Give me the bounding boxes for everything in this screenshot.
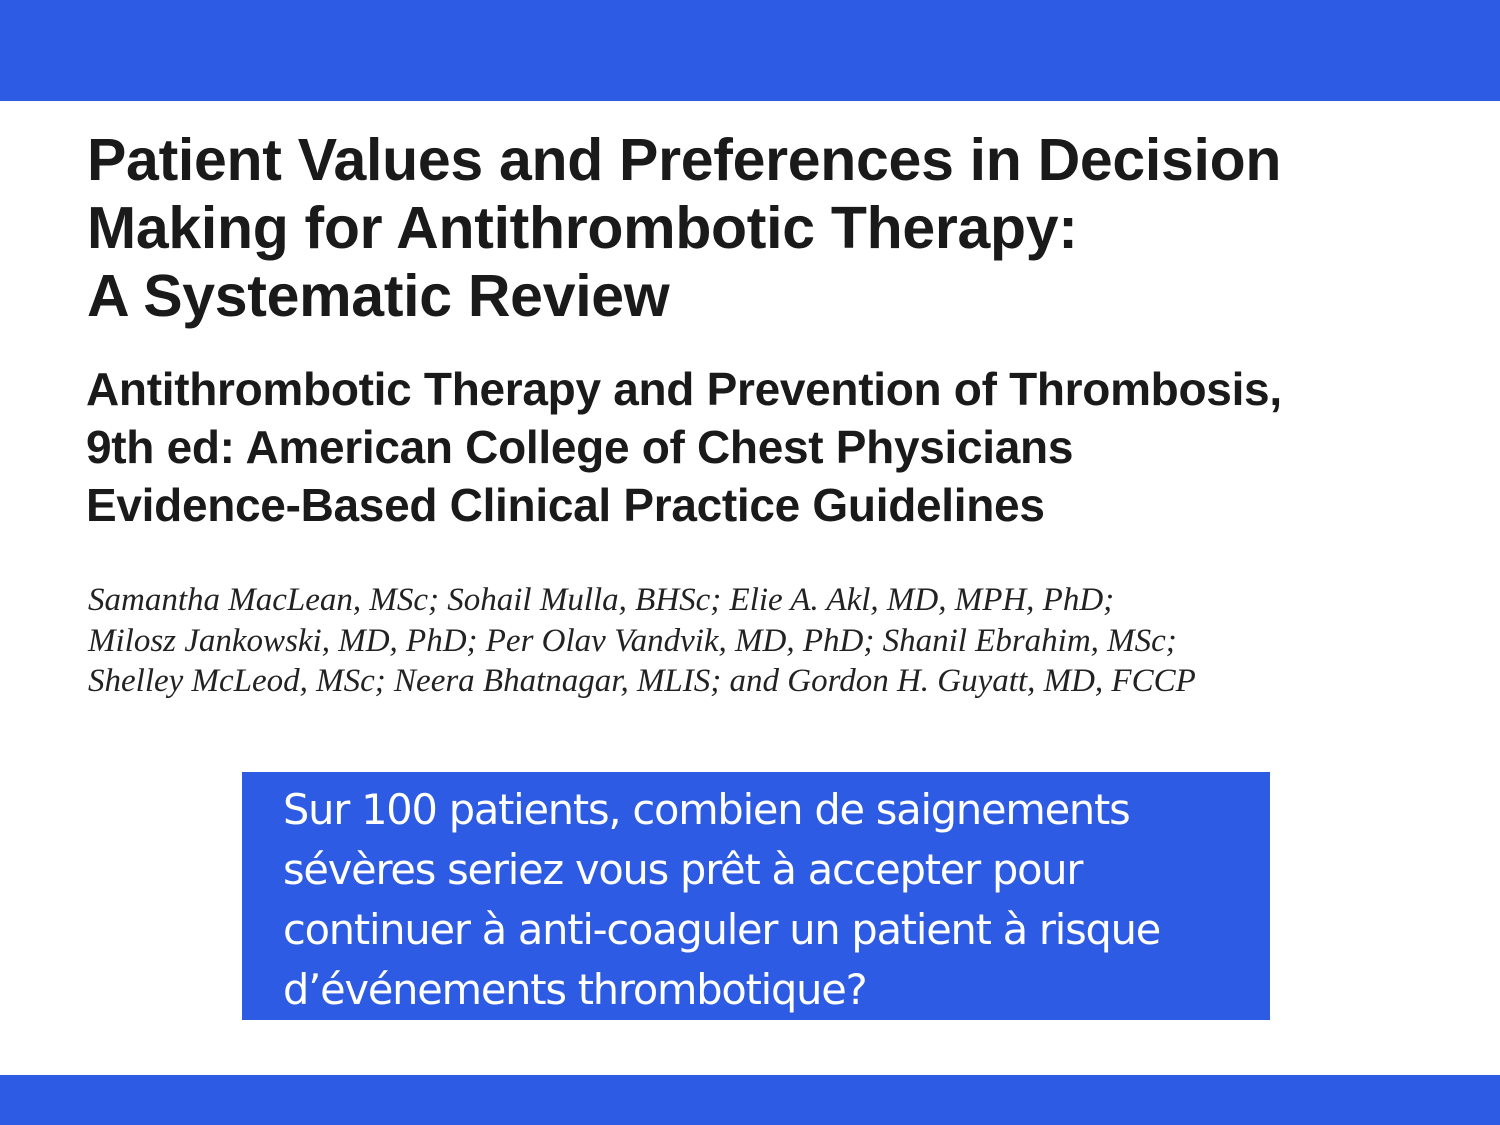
subtitle-line: 9th ed: American College of Chest Physicians xyxy=(86,421,1074,473)
question-line: sévères seriez vous prêt à accepter pour xyxy=(283,845,1083,894)
title-line: A Systematic Review xyxy=(87,263,670,329)
top-banner xyxy=(0,0,1500,101)
article-title xyxy=(87,126,1281,330)
author-line: Milosz Jankowski, MD, PhD; Per Olav Vandvik, MD, PhD; Shanil Ebrahim, MSc; xyxy=(88,622,1177,659)
question-line: d’événements thrombotique? xyxy=(283,965,867,1014)
article-subtitle xyxy=(86,360,1282,534)
subtitle-line: Evidence-Based Clinical Practice Guidelines xyxy=(86,479,1045,531)
question-line: Sur 100 patients, combien de saignements xyxy=(283,785,1130,834)
title-line: Making for Antithrombotic Therapy: xyxy=(87,195,1078,261)
question-text xyxy=(283,780,1160,1020)
question-box xyxy=(242,772,1270,1020)
question-line: continuer à anti-coaguler un patient à risque xyxy=(283,905,1161,954)
subtitle-line: Antithrombotic Therapy and Prevention of Thrombosis, xyxy=(86,363,1282,415)
author-line: Shelley McLeod, MSc; Neera Bhatnagar, MLIS; and Gordon H. Guyatt, MD, FCCP xyxy=(88,663,1196,699)
title-line: Patient Values and Preferences in Decision xyxy=(87,127,1282,193)
author-list xyxy=(88,580,1196,702)
author-line: Samantha MacLean, MSc; Sohail Mulla, BHSc; Elie A. Akl, MD, MPH, PhD; xyxy=(88,582,1115,618)
bottom-banner xyxy=(0,1075,1500,1125)
